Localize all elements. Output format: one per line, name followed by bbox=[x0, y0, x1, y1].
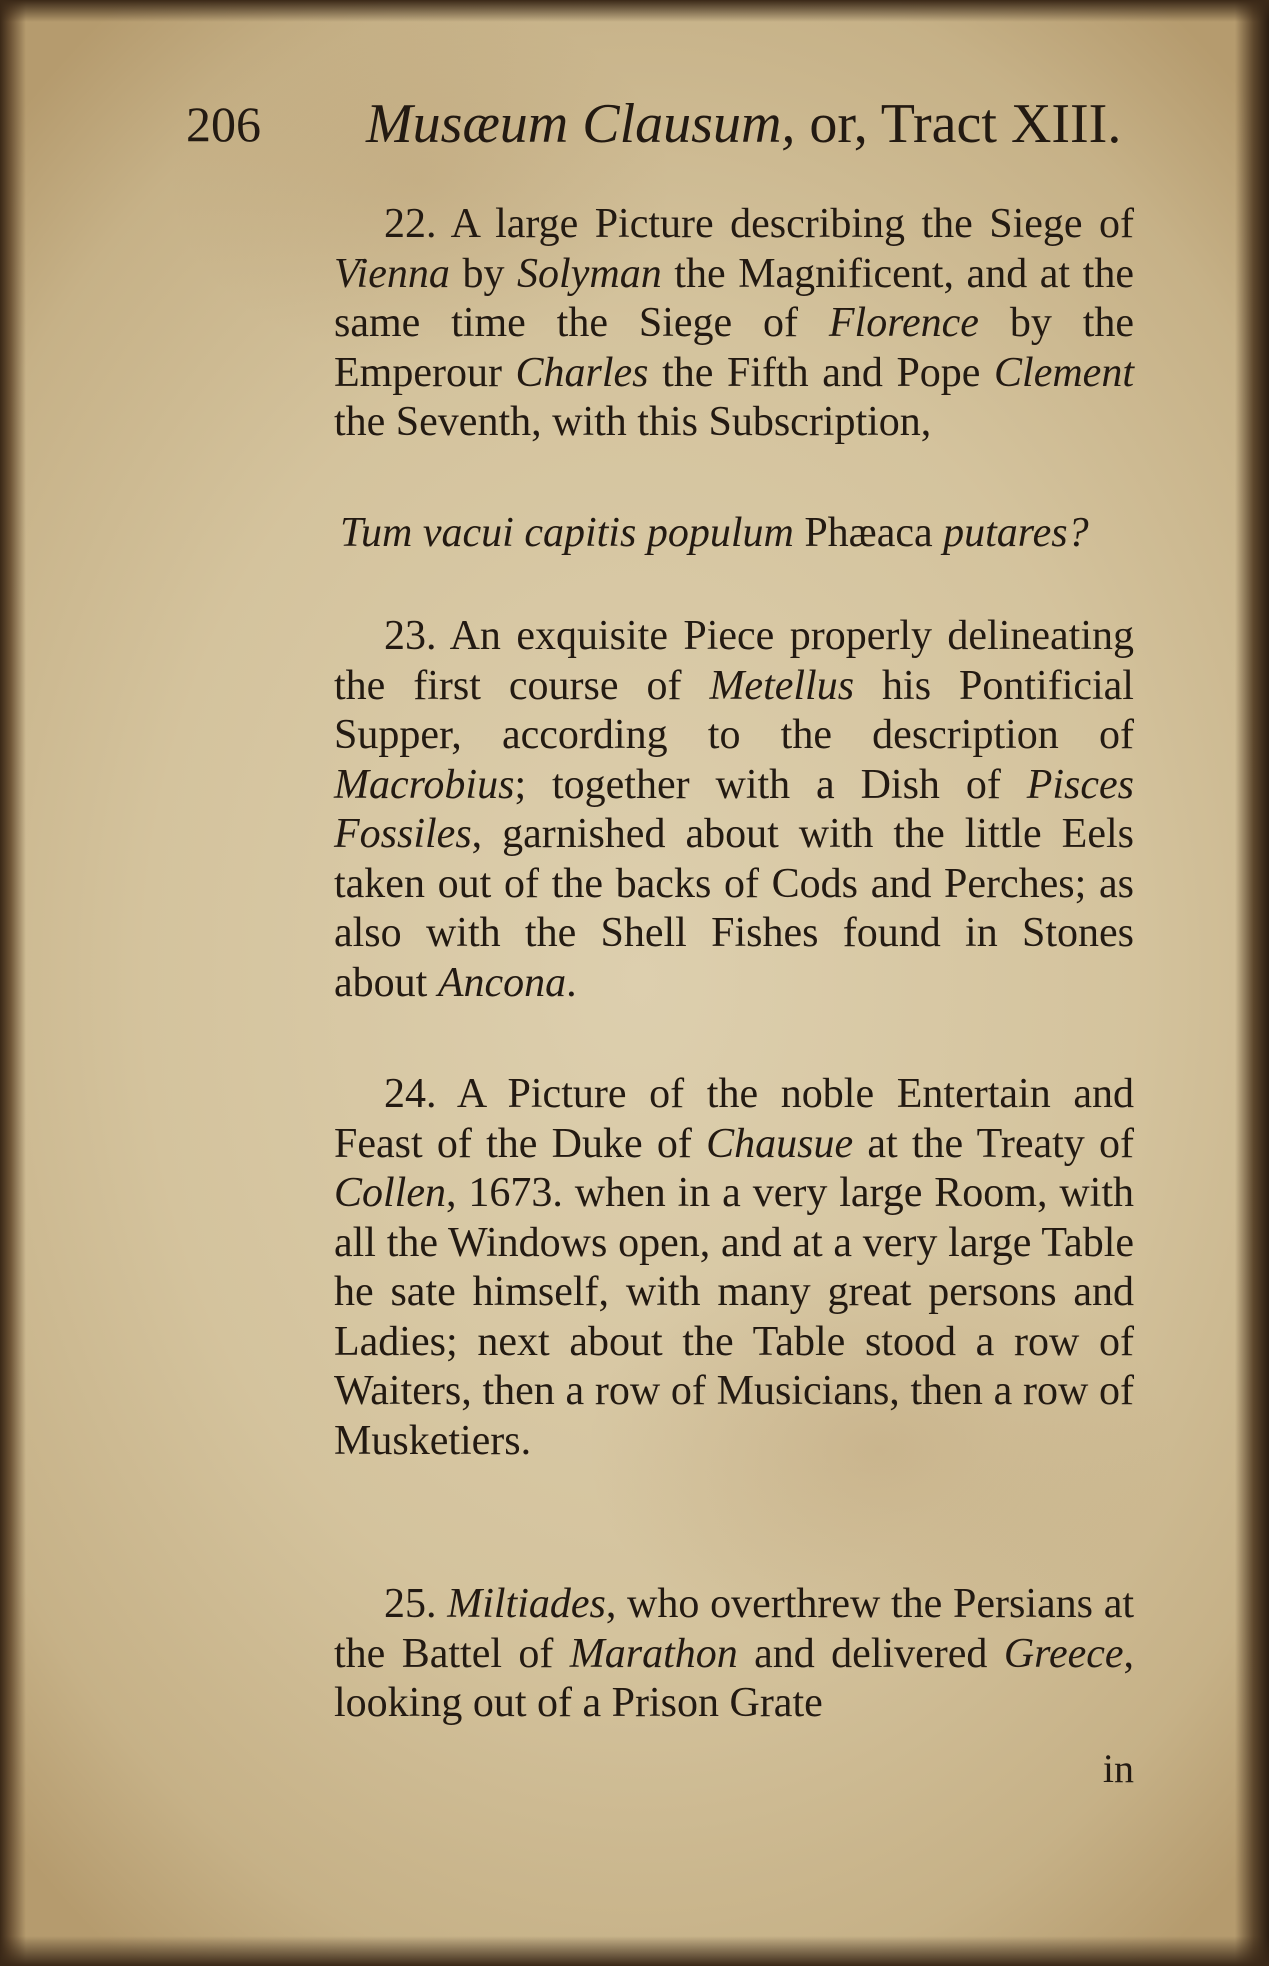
text-run: his Pontificial Supper, according to the description of bbox=[334, 662, 1134, 758]
catchword: in bbox=[1102, 1746, 1134, 1791]
running-title-italic: Musæum Clausum, bbox=[366, 93, 796, 155]
verse-quotation bbox=[340, 508, 1140, 558]
italic-run: Collen bbox=[334, 1170, 446, 1216]
page-number: 206 bbox=[186, 96, 261, 152]
text-run: Phæaca bbox=[793, 510, 944, 556]
text-run: and delivered bbox=[737, 1630, 1004, 1677]
italic-run: Florence bbox=[828, 300, 979, 346]
italic-run: Pisces Fossiles bbox=[334, 761, 1134, 857]
text-run: , garnished about with the little Eels taken out of the backs of Cods and Perches; as also with the Shell Fishes found in Stones about bbox=[334, 811, 1134, 1006]
running-title-roman: or, Tract XIII. bbox=[795, 93, 1122, 155]
text-run: 24. A Picture of the noble Entertain and Feast of the Duke of bbox=[334, 1071, 1134, 1167]
running-title bbox=[366, 88, 1121, 160]
italic-run: Charles bbox=[515, 349, 649, 396]
paragraph-24 bbox=[334, 1070, 1134, 1466]
text-run: by bbox=[449, 250, 518, 297]
italic-run: Vienna bbox=[334, 250, 450, 297]
paragraph-23 bbox=[334, 612, 1134, 1008]
text-run: , 1673. when in a very large Room, with all the Windows open, and at a very large Table he sate himself, with many great persons and Ladies; next about the Table stood a row of Waiters, then a row of Musicians, then a row of Musketiers. bbox=[334, 1170, 1134, 1464]
italic-run: putares? bbox=[943, 510, 1089, 556]
page-edge-shadow-left bbox=[0, 0, 26, 1966]
italic-run: Clement bbox=[994, 349, 1134, 396]
italic-run: Chausue bbox=[706, 1120, 854, 1167]
italic-run: Greece bbox=[1003, 1630, 1124, 1677]
italic-run: Tum vacui capitis populum bbox=[340, 510, 794, 556]
text-run: at the Treaty of bbox=[853, 1120, 1134, 1167]
text-run: by the Emperour bbox=[334, 300, 1135, 396]
italic-run: Solyman bbox=[517, 250, 662, 297]
text-run: . bbox=[566, 959, 577, 1006]
italic-run: Ancona bbox=[437, 959, 567, 1006]
page-edge-shadow-top bbox=[0, 0, 1269, 22]
page-header bbox=[186, 88, 1146, 160]
paragraph-25 bbox=[334, 1580, 1134, 1729]
italic-run: Marathon bbox=[569, 1630, 738, 1677]
italic-run: Miltiades bbox=[447, 1581, 606, 1627]
text-run: the Fifth and Pope bbox=[648, 349, 995, 396]
page-edge-shadow-right bbox=[1235, 0, 1269, 1966]
text-run: the Magnificent, and at the same time the Siege of bbox=[334, 250, 1134, 346]
text-run: the Seventh, with this Subscription, bbox=[334, 399, 932, 445]
text-run: , looking out of a Prison Grate bbox=[334, 1630, 1135, 1726]
paragraph-22 bbox=[334, 200, 1134, 448]
text-run: 25. bbox=[384, 1581, 448, 1627]
page-edge-shadow-bottom bbox=[0, 1936, 1269, 1966]
italic-run: Macrobius bbox=[334, 761, 515, 808]
text-run: 22. A large Picture describing the Siege of bbox=[384, 201, 1134, 247]
text-run: , who overthrew the Persians at the Battel of bbox=[334, 1581, 1135, 1677]
text-run: ; together with a Dish of bbox=[514, 761, 1027, 808]
italic-run: Metellus bbox=[709, 662, 855, 709]
text-run: 23. An exquisite Piece properly delineating the first course of bbox=[334, 613, 1134, 709]
